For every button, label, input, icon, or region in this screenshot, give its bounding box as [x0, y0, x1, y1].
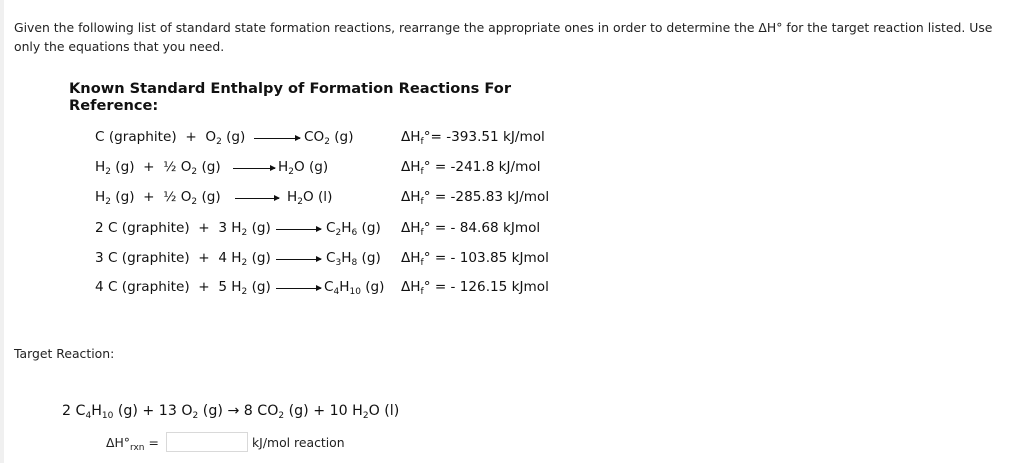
reaction-product: $H_2O$ (l) — [287, 189, 333, 207]
reaction-product: $C_2H_6$ (g) — [326, 220, 381, 238]
reaction-product: $CO_2$ (g) — [304, 129, 354, 147]
reaction-arrow — [276, 229, 321, 230]
reaction-arrow — [276, 288, 321, 289]
reaction-reactants: C (graphite) + $O_2$ (g) — [95, 129, 246, 147]
reference-reaction-4 — [95, 220, 555, 244]
reaction-arrow — [235, 198, 279, 199]
answer-unit: kJ/mol reaction — [252, 435, 345, 450]
reaction-enthalpy: $\Delta H_f^\circ$ = - 103.85 kJmol — [401, 250, 549, 268]
reaction-reactants: 4 C (graphite) + 5 $H_2$ (g) — [95, 279, 271, 297]
reference-reaction-6 — [95, 279, 555, 303]
reference-title: Known Standard Enthalpy of Formation Reactions For Reference: — [69, 80, 512, 114]
reaction-reactants: 2 C (graphite) + 3 $H_2$ (g) — [95, 220, 271, 238]
reaction-enthalpy: $\Delta H_f^\circ$ = - 126.15 kJmol — [401, 279, 549, 297]
reference-reaction-5 — [95, 250, 555, 274]
reaction-enthalpy: $\Delta H_f^\circ= -393.51$ kJ/mol — [401, 129, 545, 147]
reaction-enthalpy: $\Delta H_f^\circ = -241.8$ kJ/mol — [401, 159, 541, 177]
reference-reaction-2 — [95, 159, 555, 183]
answer-input[interactable] — [166, 432, 248, 452]
target-reaction-label: Target Reaction: — [14, 346, 115, 361]
reaction-reactants: $H_2$ (g) + ½ $O_2$ (g) — [95, 159, 221, 177]
reference-reactions-panel — [62, 70, 557, 316]
reference-reaction-3 — [95, 189, 555, 213]
reaction-product: $C_4H_{10}$ (g) — [324, 279, 385, 297]
reaction-reactants: 3 C (graphite) + 4 $H_2$ (g) — [95, 250, 271, 268]
reaction-product: $H_2O$ (g) — [278, 159, 329, 177]
reaction-arrow — [254, 138, 300, 139]
reaction-enthalpy: $\Delta H_f^\circ$ = - 84.68 kJmol — [401, 220, 541, 238]
reaction-arrow — [233, 168, 275, 169]
reference-reaction-1 — [95, 129, 555, 153]
left-rule — [0, 0, 4, 463]
reaction-reactants: $H_2$ (g) + ½ $O_2$ (g) — [95, 189, 221, 207]
answer-label: $\Delta H^\circ_{rxn}$ = — [106, 435, 159, 453]
instructions-text: Given the following list of standard state formation reactions, rearrange the appropriate ones in order to determine the ΔH° for the target reaction listed. Use only the equations that you need. — [14, 20, 993, 54]
reaction-enthalpy: $\Delta H_f^\circ = -285.83$ kJ/mol — [401, 189, 550, 207]
reaction-arrow — [276, 259, 321, 260]
target-reaction-equation: 2 $C_4H_{10}$ (g) + 13 $O_2$ (g) → 8 $CO_2$ (g) + 10 $H_2O$ (l) — [62, 403, 400, 421]
reaction-product: $C_3H_8$ (g) — [326, 250, 381, 268]
